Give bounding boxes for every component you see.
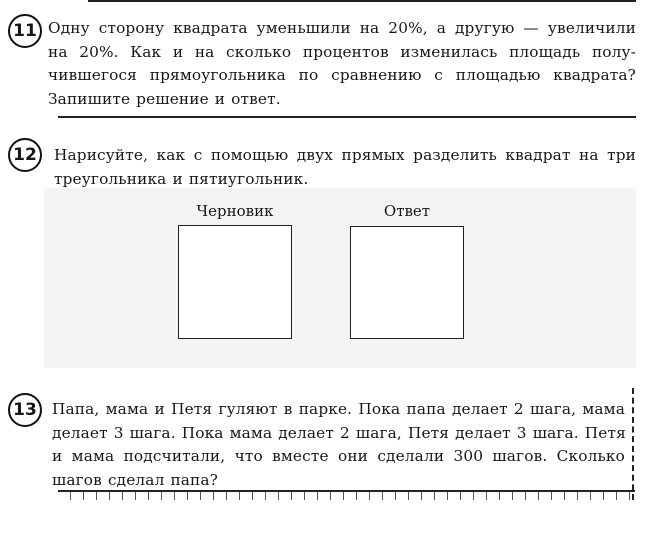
task-number-badge: 11 xyxy=(8,14,42,48)
task-text-line: на 20%. Как и на сколько процентов изменилась площадь полу- xyxy=(48,42,636,61)
task-text-line: и мама подсчитали, что вместе они сделали 300 шагов. Сколько xyxy=(52,447,625,465)
draft-label: Черновик xyxy=(196,202,274,220)
answer-label: Ответ xyxy=(383,202,431,220)
task-number-badge: 13 xyxy=(8,393,42,427)
answer-square[interactable] xyxy=(350,226,464,339)
task-text-line: треугольника и пятиугольник. xyxy=(54,169,309,188)
task-text xyxy=(52,398,625,492)
top-border-rule xyxy=(88,0,636,2)
answer-grid-strip[interactable] xyxy=(58,490,635,504)
task-text-line: делает 3 шага. Пока мама делает 2 шага, Петя делает 3 шага. Петя xyxy=(52,423,626,442)
draft-square[interactable] xyxy=(178,225,292,339)
task-text-line: чившегося прямоугольника по сравнению с площадью квадрата? xyxy=(48,66,636,84)
task-text-line: Запишите решение и ответ. xyxy=(48,89,281,108)
task-number-badge: 12 xyxy=(8,138,42,172)
task-text xyxy=(48,17,636,111)
drawing-area xyxy=(44,188,636,368)
task-text-line: Нарисуйте, как с помощью двух прямых разделить квадрат на три xyxy=(54,146,636,164)
task-text xyxy=(54,144,636,191)
task-text-line: Одну сторону квадрата уменьшили на 20%, а другую — увеличили xyxy=(48,19,636,37)
task-text-line: шагов сделал папа? xyxy=(52,470,219,489)
task-text-line: Папа, мама и Петя гуляют в парке. Пока папа делает 2 шага, мама xyxy=(52,400,625,418)
answer-area-rule xyxy=(58,116,636,118)
answer-field-dashed-border xyxy=(632,388,634,500)
